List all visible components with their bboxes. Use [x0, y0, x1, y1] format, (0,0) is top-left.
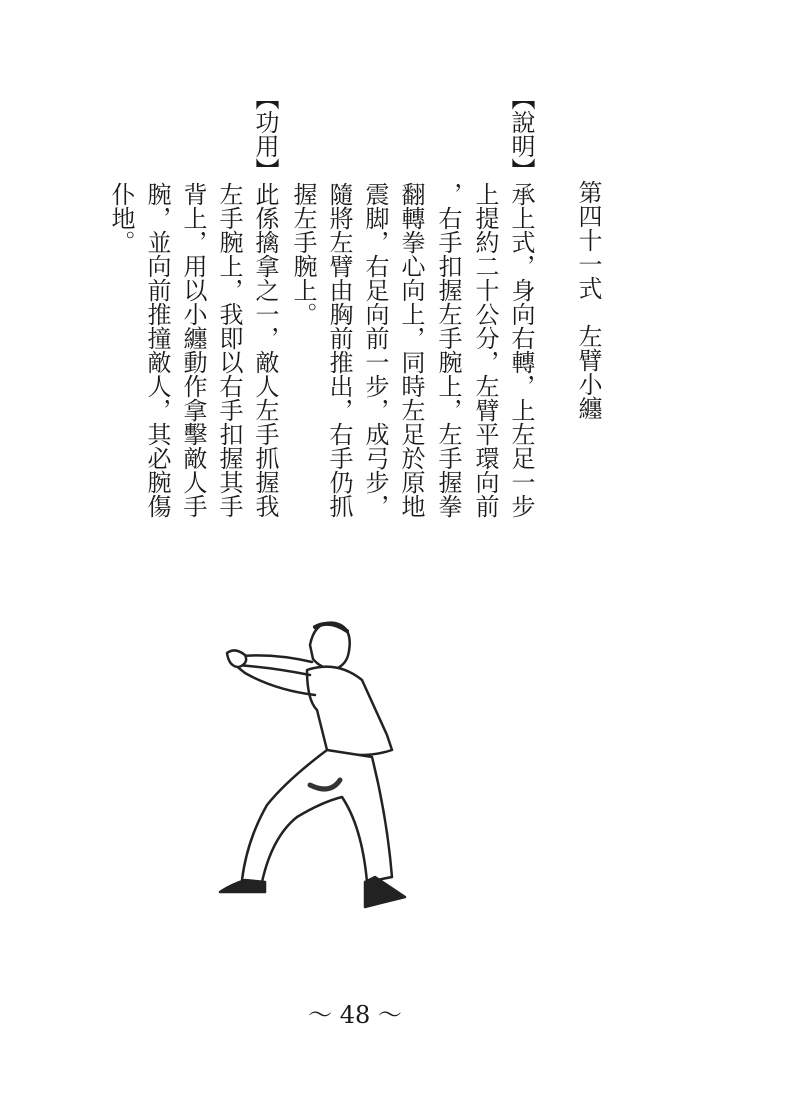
function-line: 左手腕上，我即以右手扣握其手	[215, 182, 243, 518]
explanation-line: 上提約二十公分，左臂平環向前	[471, 182, 499, 518]
explanation-line: 【說明】承上式，身向右轉，上左足一步	[507, 86, 535, 518]
function-line: 腕，並向前推撞敵人，其必腕傷	[143, 182, 171, 518]
function-line: 背上，用以小纏動作拿擊敵人手	[179, 182, 207, 518]
martial-arts-figure-illustration	[215, 615, 455, 930]
explanation-line: 隨將左臂由胸前推出，右手仍抓	[325, 182, 353, 518]
explanation-line: 握左手腕上。	[289, 182, 317, 326]
explanation-line: ，右手扣握左手腕上，左手握拳	[434, 182, 462, 518]
section-title: 第四十一式 左臂小纏	[574, 180, 602, 420]
function-line: 【功用】此係擒拿之一，敵人左手抓握我	[251, 86, 279, 518]
explanation-line: 震脚，右足向前一步，成弓步，	[361, 182, 389, 518]
page-number: ～ 48 ～	[308, 1001, 402, 1029]
explanation-line: 翻轉拳心向上，同時左足於原地	[397, 182, 425, 518]
function-line: 仆地。	[107, 182, 135, 254]
